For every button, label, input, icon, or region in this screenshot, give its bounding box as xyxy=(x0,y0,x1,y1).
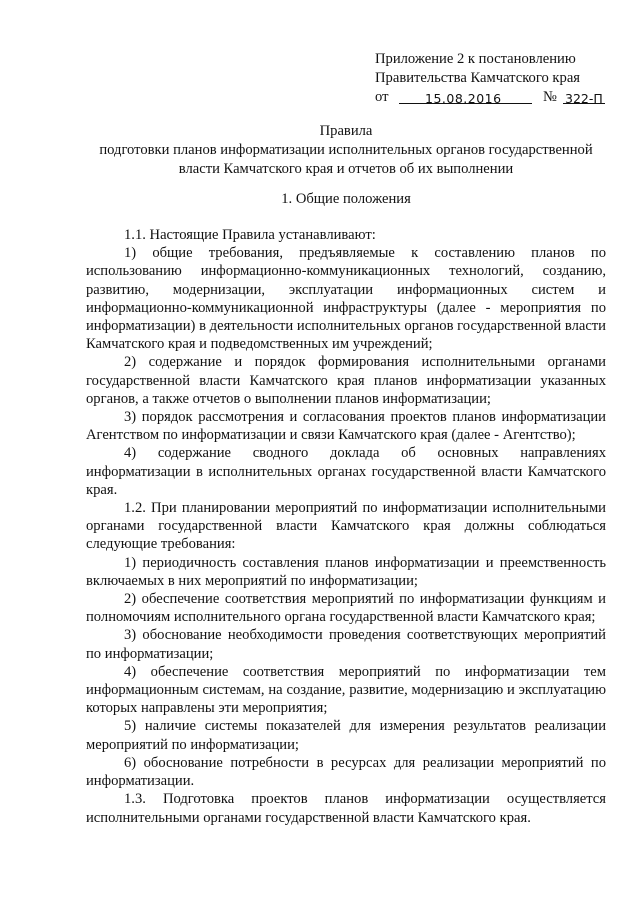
paragraph: 1) периодичность составления планов информатизации и преемственность включаемых в них мероприятий по информатизации; xyxy=(86,554,606,589)
document-body xyxy=(86,226,606,827)
resolution-number: 322-П xyxy=(565,91,603,106)
document-title xyxy=(86,122,606,179)
resolution-date: 15.08.2016 xyxy=(425,91,502,106)
paragraph: 3) порядок рассмотрения и согласования проектов планов информатизации Агентством по информатизации и связи Камчатского края (далее - Агентство); xyxy=(86,409,606,444)
date-prefix: от xyxy=(375,89,389,105)
paragraph: 1.1. Настоящие Правила устанавливают: xyxy=(124,227,376,243)
paragraph: 3) обоснование необходимости проведения соответствующих мероприятий по информатизации; xyxy=(86,627,606,662)
paragraph: 1) общие требования, предъявляемые к составлению планов по использованию информационно-коммуникационных технологий, созданию, развитию, модернизации, эксплуатации информационных систем и информационно-коммуникационной инфраструктуры (далее - мероприятия по информатизации) в деятельности исполнительных органов государственной власти Камчатского края и подведомственных им учреждений; xyxy=(86,245,606,353)
paragraph: 5) наличие системы показателей для измерения результатов реализации мероприятий по информатизации; xyxy=(86,718,606,753)
paragraph: 4) обеспечение соответствия мероприятий по информатизации тем информационным системам, на создание, развитие, модернизацию и эксплуатацию которых направлены эти мероприятия; xyxy=(86,663,606,717)
title-word: Правила xyxy=(319,123,373,139)
date-number-row xyxy=(375,88,615,107)
paragraph: 2) содержание и порядок формирования исполнительными органами государственной власти Камчатского края планов информатизации указанных органов, а также отчетов о выполнении планов информатизации; xyxy=(86,354,606,407)
appendix-header xyxy=(375,50,615,107)
paragraph: 4) содержание сводного доклада об основных направлениях информатизации в исполнительных органах государственной власти Камчатского края. xyxy=(86,445,606,498)
paragraph: 6) обоснование потребности в ресурсах для реализации мероприятий по информатизации. xyxy=(86,754,606,790)
appendix-line: Приложение 2 к постановлению xyxy=(375,51,576,67)
number-sign: № xyxy=(543,89,557,105)
section-heading: 1. Общие положения xyxy=(281,191,411,207)
paragraph: 1.3. Подготовка проектов планов информатизации осуществляется исполнительными органами государственной власти Камчатского края. xyxy=(86,791,606,826)
government-line: Правительства Камчатского края xyxy=(375,70,581,86)
paragraph: 2) обеспечение соответствия мероприятий по информатизации функциям и полномочиям исполнительного органа государственной власти Камчатского края; xyxy=(86,591,606,626)
paragraph: 1.2. При планировании мероприятий по информатизации исполнительными органами государственной власти Камчатского края должны соблюдаться следующие требования: xyxy=(86,500,606,553)
title-subject: подготовки планов информатизации исполнительных органов государственной власти Камчатского края и отчетов об их выполнении xyxy=(99,142,593,177)
